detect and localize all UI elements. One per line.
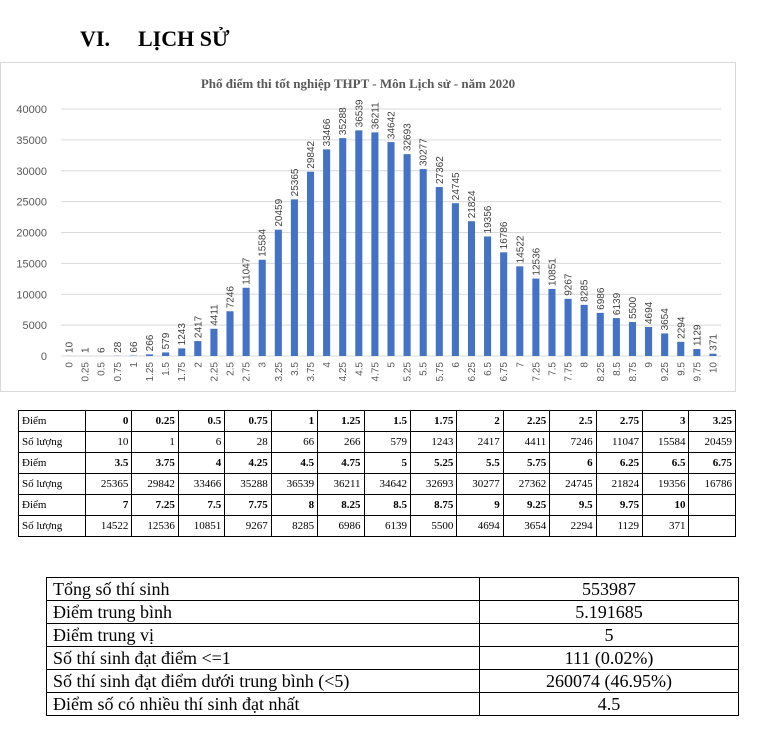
bar <box>371 132 378 356</box>
count-cell: 579 <box>364 432 410 453</box>
data-label: 35288 <box>338 107 350 136</box>
data-label: 33466 <box>322 118 334 147</box>
count-cell: 9267 <box>225 516 271 537</box>
x-tick-label: 10 <box>708 362 720 374</box>
bar <box>194 341 201 356</box>
count-cell: 12536 <box>132 516 178 537</box>
x-tick-label: 7 <box>515 362 527 368</box>
data-label: 27362 <box>434 156 446 185</box>
x-tick-label: 0.5 <box>96 362 108 376</box>
y-tick-label: 40000 <box>16 104 47 116</box>
chart-canvas <box>1 63 735 391</box>
frequency-table <box>18 410 736 537</box>
score-cell: 8.25 <box>318 495 364 516</box>
x-tick-label: 9.25 <box>660 362 672 382</box>
bar <box>500 252 507 356</box>
bar <box>581 305 588 356</box>
count-cell: 25365 <box>86 474 132 495</box>
count-cell: 6986 <box>318 516 364 537</box>
summary-stats-table <box>46 577 739 716</box>
score-row <box>19 453 736 474</box>
x-tick-label: 3.75 <box>306 362 318 382</box>
x-tick-label: 7.75 <box>563 362 575 382</box>
bar <box>226 311 233 356</box>
section-title: LỊCH SỬ <box>138 26 230 51</box>
score-cell: 4.75 <box>318 453 364 474</box>
count-cell: 6 <box>178 432 224 453</box>
score-cell: 2 <box>457 411 503 432</box>
x-tick-label: 9 <box>644 362 656 368</box>
stat-value: 553987 <box>480 578 739 601</box>
data-label: 30277 <box>418 138 430 167</box>
score-cell: 1.75 <box>410 411 456 432</box>
bar <box>661 333 668 356</box>
x-tick-label: 0 <box>64 362 76 368</box>
y-tick-label: 20000 <box>16 227 47 240</box>
bar <box>210 329 217 356</box>
count-cell: 4411 <box>503 432 549 453</box>
x-tick-label: 6 <box>450 362 462 368</box>
x-tick-label: 0.25 <box>80 362 92 382</box>
x-tick-label: 8.75 <box>627 362 639 382</box>
x-tick-label: 8.5 <box>611 362 623 376</box>
count-cell: 10851 <box>178 516 224 537</box>
section-number: VI. <box>80 26 110 51</box>
count-cell: 6139 <box>364 516 410 537</box>
stat-row <box>47 647 739 670</box>
score-cell: 0.75 <box>225 411 271 432</box>
bar <box>629 322 636 356</box>
data-label: 10851 <box>547 258 559 286</box>
count-row-label: Số lượng <box>19 516 86 537</box>
score-cell: 3.5 <box>86 453 132 474</box>
x-tick-label: 9.75 <box>692 362 704 382</box>
x-tick-label: 1.25 <box>145 362 157 382</box>
data-label: 66 <box>128 341 140 353</box>
score-cell: 0.5 <box>178 411 224 432</box>
x-tick-label: 6.5 <box>483 362 495 376</box>
count-cell: 66 <box>271 432 317 453</box>
x-tick-label: 6.25 <box>466 362 478 382</box>
data-label: 5500 <box>627 296 639 320</box>
count-cell: 1243 <box>410 432 456 453</box>
bar <box>291 199 298 356</box>
score-cell: 2.25 <box>503 411 549 432</box>
data-label: 21824 <box>466 190 478 219</box>
score-cell: 7.5 <box>178 495 224 516</box>
score-cell: 5 <box>364 453 410 474</box>
score-cell: 7.25 <box>132 495 178 516</box>
count-cell: 2417 <box>457 432 503 453</box>
count-cell: 32693 <box>410 474 456 495</box>
bar <box>178 348 185 356</box>
x-tick-label: 3 <box>257 362 269 368</box>
data-label: 7246 <box>225 286 237 309</box>
bar <box>516 266 523 356</box>
count-cell: 11047 <box>596 432 642 453</box>
count-cell: 29842 <box>132 474 178 495</box>
count-cell: 5500 <box>410 516 456 537</box>
data-label: 16786 <box>499 221 511 250</box>
y-tick-label: 15000 <box>16 258 47 271</box>
x-tick-label: 0.75 <box>112 362 124 382</box>
score-row-label: Điểm <box>19 453 86 474</box>
data-label: 6139 <box>611 292 623 316</box>
bar <box>597 313 604 356</box>
bar <box>532 279 539 356</box>
x-tick-label: 8 <box>579 362 591 368</box>
bar <box>243 288 250 356</box>
x-tick-label: 4 <box>322 362 334 368</box>
bar <box>645 327 652 356</box>
score-cell: 1 <box>271 411 317 432</box>
x-tick-label: 4.75 <box>370 362 382 382</box>
data-label: 36539 <box>354 99 366 128</box>
count-cell: 16786 <box>689 474 736 495</box>
data-label: 14522 <box>515 235 527 264</box>
data-label: 1 <box>80 347 92 353</box>
x-tick-label: 1.5 <box>161 362 173 376</box>
stat-label: Số thí sinh đạt điểm <=1 <box>47 647 480 670</box>
count-cell: 14522 <box>86 516 132 537</box>
data-label: 1129 <box>692 324 704 347</box>
count-cell <box>689 516 736 537</box>
bar <box>613 318 620 356</box>
score-cell: 5.25 <box>410 453 456 474</box>
count-cell: 35288 <box>225 474 271 495</box>
stat-row <box>47 624 739 647</box>
x-tick-label: 3.5 <box>289 362 301 376</box>
stat-row <box>47 693 739 716</box>
data-label: 3654 <box>660 308 672 331</box>
y-tick-label: 25000 <box>16 196 47 209</box>
count-cell: 28 <box>225 432 271 453</box>
count-row <box>19 432 736 453</box>
score-row-label: Điểm <box>19 495 86 516</box>
score-cell: 5.5 <box>457 453 503 474</box>
count-cell: 33466 <box>178 474 224 495</box>
bar <box>677 342 684 356</box>
count-cell: 15584 <box>643 432 689 453</box>
count-cell: 30277 <box>457 474 503 495</box>
bar <box>404 154 411 356</box>
x-tick-label: 5 <box>386 362 398 368</box>
count-cell: 27362 <box>503 474 549 495</box>
score-cell: 9 <box>457 495 503 516</box>
stat-label: Điểm số có nhiều thí sinh đạt nhất <box>47 693 480 716</box>
bar <box>162 352 169 356</box>
score-cell: 0.25 <box>132 411 178 432</box>
x-tick-label: 7.5 <box>547 362 559 376</box>
x-tick-label: 9.5 <box>676 362 688 376</box>
bar <box>259 260 266 356</box>
score-cell: 6.25 <box>596 453 642 474</box>
bar <box>548 289 555 356</box>
data-label: 371 <box>708 334 720 351</box>
bar <box>484 236 491 356</box>
count-cell: 4694 <box>457 516 503 537</box>
data-label: 2294 <box>676 316 688 339</box>
x-tick-label: 6.75 <box>499 362 511 382</box>
score-cell: 6.5 <box>643 453 689 474</box>
data-label: 36211 <box>370 102 382 130</box>
bar <box>709 354 716 356</box>
x-tick-label: 5.25 <box>402 362 414 382</box>
x-tick-label: 4.25 <box>338 362 350 382</box>
count-cell: 3654 <box>503 516 549 537</box>
count-cell: 24745 <box>550 474 596 495</box>
data-label: 29842 <box>306 140 318 169</box>
x-tick-label: 5.5 <box>418 362 430 376</box>
count-cell: 20459 <box>689 432 736 453</box>
data-label: 34642 <box>386 111 398 140</box>
x-tick-label: 1 <box>128 362 140 368</box>
score-row <box>19 411 736 432</box>
data-label: 579 <box>161 332 173 350</box>
count-row <box>19 516 736 537</box>
data-label: 32693 <box>402 123 414 152</box>
data-label: 11047 <box>241 257 253 285</box>
stat-value: 5 <box>480 624 739 647</box>
count-cell: 10 <box>86 432 132 453</box>
score-cell: 9.25 <box>503 495 549 516</box>
data-label: 8285 <box>579 279 591 302</box>
score-cell: 0 <box>86 411 132 432</box>
stat-label: Tổng số thí sinh <box>47 578 480 601</box>
x-tick-label: 5.75 <box>434 362 446 382</box>
stat-row <box>47 670 739 693</box>
bar <box>339 138 346 356</box>
score-cell: 1.25 <box>318 411 364 432</box>
count-cell: 2294 <box>550 516 596 537</box>
score-cell: 9.75 <box>596 495 642 516</box>
score-cell: 7 <box>86 495 132 516</box>
y-tick-label: 10000 <box>16 289 47 302</box>
bar <box>693 349 700 356</box>
x-tick-label: 1.75 <box>177 362 189 382</box>
score-cell: 5.75 <box>503 453 549 474</box>
data-label: 266 <box>145 334 157 352</box>
x-tick-label: 8.25 <box>595 362 607 382</box>
bar <box>323 149 330 356</box>
count-cell: 266 <box>318 432 364 453</box>
score-cell: 7.75 <box>225 495 271 516</box>
score-cell: 3 <box>643 411 689 432</box>
bar <box>146 354 153 356</box>
count-row <box>19 474 736 495</box>
count-cell: 36539 <box>271 474 317 495</box>
count-cell: 7246 <box>550 432 596 453</box>
bar <box>565 299 572 356</box>
score-cell: 3.25 <box>689 411 736 432</box>
stat-value: 111 (0.02%) <box>480 647 739 670</box>
count-cell: 36211 <box>318 474 364 495</box>
y-tick-label: 5000 <box>22 320 47 333</box>
x-tick-label: 2 <box>193 362 205 368</box>
stat-value: 5.191685 <box>480 601 739 624</box>
x-tick-label: 2.5 <box>225 362 237 376</box>
chart-title: Phổ điểm thi tốt nghiệp THPT - Môn Lịch sử - năm 2020 <box>200 76 516 91</box>
data-label: 10 <box>64 341 76 353</box>
bar <box>436 187 443 356</box>
score-cell: 6 <box>550 453 596 474</box>
data-label: 4694 <box>644 301 656 325</box>
score-cell: 4 <box>178 453 224 474</box>
bar <box>468 221 475 356</box>
stat-label: Điểm trung vị <box>47 624 480 647</box>
y-tick-label: 0 <box>40 351 47 363</box>
stat-label: Điểm trung bình <box>47 601 480 624</box>
x-tick-label: 2.75 <box>241 362 253 382</box>
data-label: 6986 <box>595 287 607 310</box>
count-cell: 34642 <box>364 474 410 495</box>
score-cell: 8.5 <box>364 495 410 516</box>
data-label: 1243 <box>177 323 189 346</box>
score-cell: 6.75 <box>689 453 736 474</box>
score-cell: 2.75 <box>596 411 642 432</box>
score-cell: 4.5 <box>271 453 317 474</box>
y-tick-label: 30000 <box>16 165 47 178</box>
stat-row <box>47 601 739 624</box>
count-cell: 1 <box>132 432 178 453</box>
stat-value: 260074 (46.95%) <box>480 670 739 693</box>
score-cell: 3.75 <box>132 453 178 474</box>
stat-row <box>47 578 739 601</box>
bar <box>452 203 459 356</box>
bar <box>355 130 362 356</box>
count-cell: 1129 <box>596 516 642 537</box>
count-row-label: Số lượng <box>19 474 86 495</box>
score-cell: 2.5 <box>550 411 596 432</box>
score-cell: 8 <box>271 495 317 516</box>
x-tick-label: 2.25 <box>209 362 221 382</box>
score-cell <box>689 495 736 516</box>
y-tick-label: 35000 <box>16 134 47 147</box>
score-cell: 10 <box>643 495 689 516</box>
bar <box>275 230 282 356</box>
bar <box>307 172 314 356</box>
score-cell: 4.25 <box>225 453 271 474</box>
stat-label: Số thí sinh đạt điểm dưới trung bình (<5) <box>47 670 480 693</box>
count-row-label: Số lượng <box>19 432 86 453</box>
data-label: 12536 <box>531 247 543 276</box>
bar <box>420 169 427 356</box>
data-label: 20459 <box>273 198 285 227</box>
section-heading <box>80 26 229 52</box>
score-cell: 1.5 <box>364 411 410 432</box>
data-label: 28 <box>112 341 124 353</box>
data-label: 24745 <box>450 172 462 201</box>
x-tick-label: 3.25 <box>273 362 285 382</box>
stat-value: 4.5 <box>480 693 739 716</box>
data-label: 6 <box>96 347 108 353</box>
data-label: 25365 <box>289 168 301 197</box>
score-cell: 8.75 <box>410 495 456 516</box>
data-label: 4411 <box>209 304 221 326</box>
data-label: 2417 <box>193 315 205 339</box>
data-label: 19356 <box>483 205 495 234</box>
data-label: 9267 <box>563 273 575 296</box>
count-cell: 21824 <box>596 474 642 495</box>
count-cell: 8285 <box>271 516 317 537</box>
bar <box>387 142 394 356</box>
x-tick-label: 4.5 <box>354 362 366 376</box>
score-row <box>19 495 736 516</box>
score-cell: 9.5 <box>550 495 596 516</box>
count-cell: 371 <box>643 516 689 537</box>
score-distribution-chart <box>0 62 736 392</box>
data-label: 15584 <box>257 228 269 257</box>
x-tick-label: 7.25 <box>531 362 543 382</box>
count-cell: 19356 <box>643 474 689 495</box>
score-row-label: Điểm <box>19 411 86 432</box>
